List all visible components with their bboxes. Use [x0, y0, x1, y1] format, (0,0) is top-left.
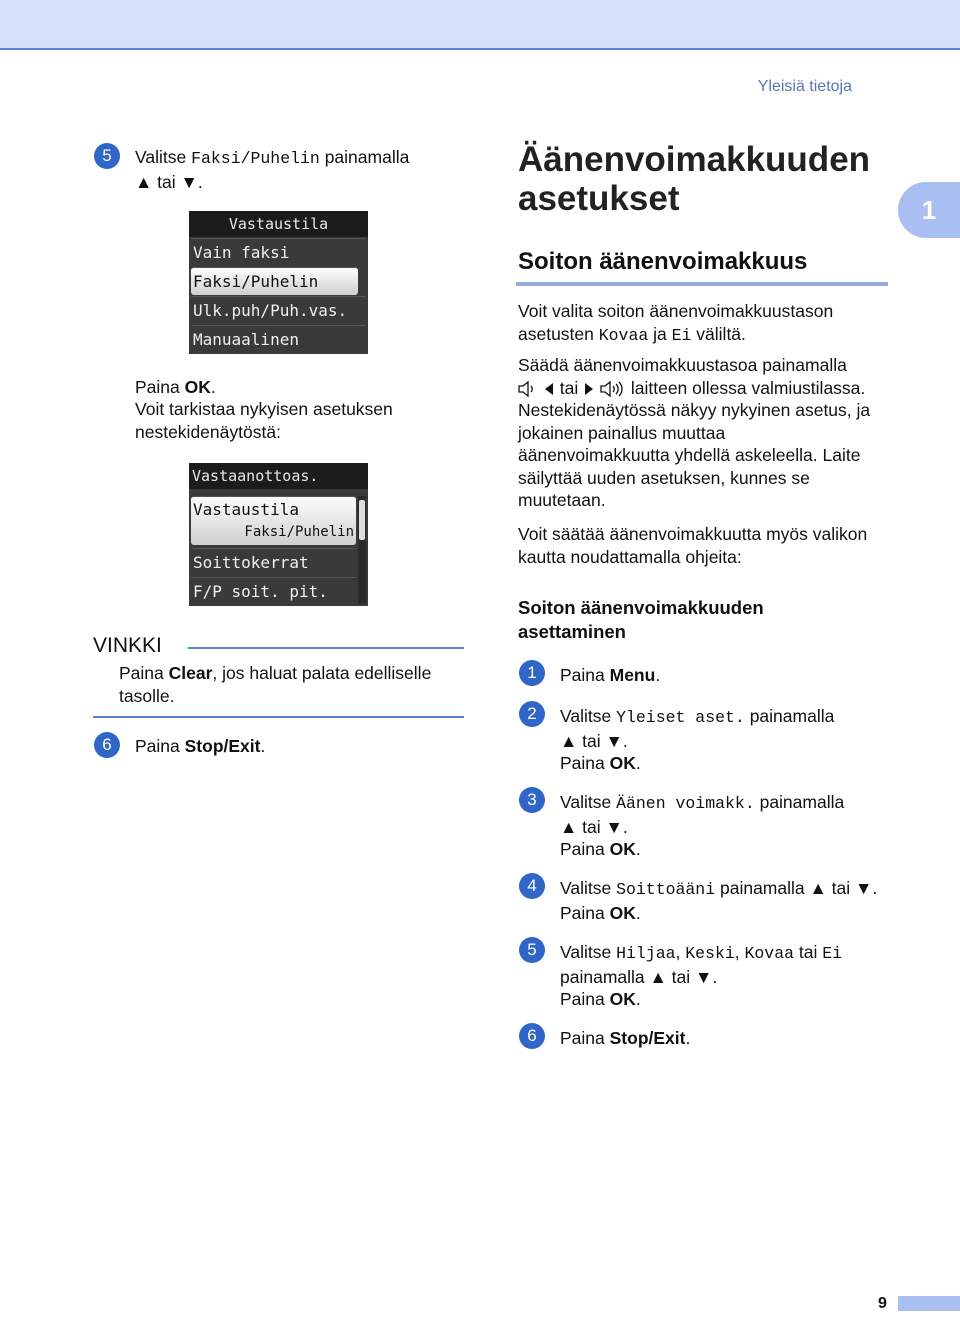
step-number-4: 4 — [519, 873, 545, 899]
lcd-scrollbar — [358, 496, 366, 604]
step6-pre: Paina — [135, 736, 185, 756]
chapter-tab: 1 — [898, 182, 960, 238]
step-number-1: 1 — [519, 660, 545, 686]
step4-ok-pre: Paina — [560, 902, 610, 923]
sep: , — [675, 942, 686, 962]
step5-arrows: ▲ tai ▼. — [135, 171, 203, 192]
step-number-3: 3 — [519, 787, 545, 813]
step3-ok-post: . — [635, 839, 641, 859]
page-number: 9 — [878, 1295, 887, 1312]
vinkki-post: , jos haluat palata edelliselle tasolle. — [119, 663, 432, 706]
lcd-item-selected: Faksi/Puhelin — [191, 267, 358, 295]
lcd-item-selected — [191, 496, 356, 545]
ok-key: OK — [609, 753, 636, 773]
para-2-after: laitteen ollessa valmiustilassa. — [630, 377, 866, 398]
page-title-line2: asetukset — [518, 179, 680, 218]
step6r-pre: Paina — [560, 1028, 610, 1048]
vinkki-text — [119, 662, 464, 707]
step1-text — [560, 664, 660, 687]
para-1-b: asetusten — [518, 323, 599, 344]
lcd-screen-answer-mode — [189, 211, 368, 354]
step5-right-text — [560, 941, 842, 1011]
step5r-ok-post: . — [635, 989, 641, 1009]
step2-ok-pre: Paina — [560, 753, 610, 773]
step3-post: painamalla — [754, 792, 845, 812]
code-soittoaani: Soittoääni — [616, 880, 716, 899]
page-number-bar — [898, 1296, 960, 1311]
code-hiljaa: Hiljaa — [616, 944, 676, 963]
lcd-item-label: Vastaustila — [193, 500, 299, 519]
page-title — [518, 140, 870, 218]
code-aanen-voimakk: Äänen voimakk. — [616, 794, 755, 813]
ok-key: OK — [609, 989, 636, 1009]
sep: , — [734, 942, 745, 962]
para-1-line1: Voit valita soiton äänenvoimakkuustason — [518, 301, 834, 321]
step-number-6: 6 — [94, 732, 120, 758]
lcd-item: F/P soit. pit. — [191, 577, 356, 606]
para-2-tai: tai — [559, 377, 579, 398]
lcd-screen-receive-setup — [189, 463, 368, 606]
step-number-2: 2 — [519, 701, 545, 727]
step5-code: Faksi/Puhelin — [191, 149, 320, 168]
subheading — [518, 596, 764, 644]
step-number-5: 5 — [94, 143, 120, 169]
lcd-item: Soittokerrat — [191, 548, 356, 577]
code-ei: Ei — [671, 325, 692, 345]
stop-exit-key: Stop/Exit — [609, 1028, 686, 1048]
code-yleiset-aset: Yleiset aset. — [616, 708, 745, 727]
code-kovaa: Kovaa — [598, 325, 649, 345]
lcd-title: Vastaustila — [189, 211, 368, 237]
step3-ok-pre: Paina — [560, 839, 610, 859]
step3-arrows: ▲ tai ▼. — [560, 816, 628, 837]
volume-high-icon — [600, 380, 626, 398]
lcd-item: Vain faksi — [191, 238, 366, 267]
vinkki-bottom-rule — [93, 716, 464, 718]
para-3-line1: Voit säätää äänenvoimakkuutta myös valikon — [518, 524, 868, 544]
step-number-5: 5 — [519, 937, 545, 963]
code-ei: Ei — [822, 944, 843, 963]
volume-low-icon — [518, 381, 538, 397]
para-2-rest-line: muutetaan. — [518, 490, 606, 510]
lcd-item: Manuaalinen — [191, 325, 366, 354]
vinkki-title: VINKKI — [93, 634, 162, 657]
lcd-scroll-thumb — [359, 500, 365, 540]
step6r-post: . — [685, 1028, 691, 1048]
press-ok-post: . — [210, 377, 216, 397]
left-arrow-icon — [543, 382, 555, 396]
press-ok-pre: Paina — [135, 377, 185, 397]
para-1-c: ja — [648, 323, 672, 344]
code-kovaa: Kovaa — [744, 944, 795, 963]
step5-text — [135, 146, 409, 193]
subheading-line2: asettaminen — [518, 621, 626, 642]
right-arrow-icon — [583, 382, 595, 396]
step4-ok-post: . — [635, 902, 641, 923]
menu-key: Menu — [609, 665, 656, 685]
vinkki-rule — [188, 647, 464, 649]
lcd-title: Vastaanottoas. — [189, 463, 368, 489]
step5r-ok-pre: Paina — [560, 989, 610, 1009]
para-1-d: väliltä. — [691, 323, 746, 344]
para-2-rest-line: äänenvoimakkuutta yhdellä askeleella. Laite — [518, 445, 861, 465]
lcd-item: Ulk.puh/Puh.vas. — [191, 296, 366, 325]
step2-text — [560, 705, 834, 775]
press-ok-text — [135, 376, 216, 399]
step3-text — [560, 791, 844, 861]
step2-ok-post: . — [635, 753, 641, 773]
step4-text — [560, 877, 877, 924]
code-keski: Keski — [685, 944, 735, 963]
step6-post: . — [260, 736, 266, 756]
para-2-line1: Säädä äänenvoimakkuustasoa painamalla — [518, 355, 847, 375]
para-2-rest-line: jokainen painallus muuttaa — [518, 422, 726, 443]
para-3-line2: kautta noudattamalla ohjeita: — [518, 546, 742, 567]
step1-pre: Paina — [560, 665, 610, 685]
step2-arrows: ▲ tai ▼. — [560, 730, 628, 751]
ok-key: OK — [609, 839, 636, 859]
para-3 — [518, 523, 867, 568]
ok-key: OK — [184, 377, 211, 397]
para-2 — [518, 354, 890, 512]
lcd-item-value: Faksi/Puhelin — [244, 524, 354, 540]
step5r-arrows: painamalla ▲ tai ▼. — [560, 966, 718, 987]
subheading-line1: Soiton äänenvoimakkuuden — [518, 597, 764, 618]
step6-right-text — [560, 1027, 690, 1050]
step2-pre: Valitse — [560, 706, 617, 726]
step5-pre: Valitse — [135, 147, 192, 167]
section-rule — [516, 282, 888, 286]
page-title-line1: Äänenvoimakkuuden — [518, 140, 871, 179]
step3-pre: Valitse — [560, 792, 617, 812]
step4-post: painamalla ▲ tai ▼. — [715, 878, 878, 898]
tai: tai — [794, 942, 823, 962]
step5-post: painamalla — [319, 147, 410, 167]
vinkki-pre: Paina — [119, 663, 169, 683]
step2-post: painamalla — [744, 706, 835, 726]
clear-key: Clear — [168, 663, 213, 683]
para-2-rest-line: säilyttää uuden asetuksen, kunnes se — [518, 467, 810, 488]
step1-post: . — [655, 665, 661, 685]
running-head: Yleisiä tietoja — [757, 78, 852, 95]
top-banner — [0, 0, 960, 50]
step-number-6: 6 — [519, 1023, 545, 1049]
step5r-pre: Valitse — [560, 942, 617, 962]
stop-exit-key: Stop/Exit — [184, 736, 261, 756]
step4-pre: Valitse — [560, 878, 617, 898]
para-2-keys-line — [518, 377, 890, 400]
section-heading: Soiton äänenvoimakkuus — [518, 248, 808, 275]
ok-key: OK — [609, 902, 636, 923]
step6-text — [135, 735, 265, 758]
para-2-rest-line: Nestekidenäytössä näkyy nykyinen asetus, ja — [518, 400, 871, 420]
check-text: Voit tarkistaa nykyisen asetuksen nestekidenäytöstä: — [135, 399, 393, 442]
para-1 — [518, 300, 833, 347]
